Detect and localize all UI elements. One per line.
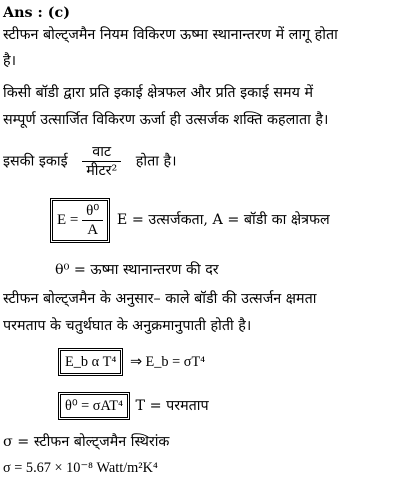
unit-prefix: इसकी इकाई <box>3 153 68 170</box>
sigma-definition: σ = स्टीफन बोल्ट्जमैन स्थिरांक <box>3 434 170 450</box>
heat-rate-description: T = परमताप <box>135 398 209 414</box>
unit-statement <box>3 143 176 180</box>
unit-suffix: होता है। <box>135 153 177 170</box>
emissivity-formula-box <box>52 200 108 241</box>
theta-definition: θ⁰ = ऊष्मा स्थानान्तरण की दर <box>55 262 219 278</box>
proportionality-box: E_b α T⁴ <box>60 350 121 374</box>
equation-heat-rate <box>60 394 209 418</box>
unit-numerator: वाट <box>92 144 112 160</box>
emissivity-lhs: E = <box>57 211 79 228</box>
unit-denominator: मीटर² <box>82 161 121 180</box>
intro-line-1: स्टीफन बोल्ट्जमैन नियम विकिरण ऊष्मा स्थानान्तरण में लागू होता <box>3 27 338 43</box>
answer-label: Ans : (c) <box>3 5 71 21</box>
equation-proportionality <box>60 350 205 374</box>
emissivity-denominator: A <box>82 220 103 239</box>
law-line-1: स्टीफन बोल्ट्जमैन के अनुसार– काले बॉडी की उत्सर्जन क्षमता <box>3 291 317 307</box>
proportionality-result: ⇒ E_b = σT⁴ <box>129 354 206 370</box>
unit-fraction <box>82 143 121 180</box>
heat-rate-box: θ⁰ = σAT⁴ <box>60 394 128 418</box>
sigma-value: σ = 5.67 × 10⁻⁸ Watt/m²K⁴ <box>3 460 158 476</box>
definition-line-2: सम्पूर्ण उत्सार्जित विकिरण ऊर्जा ही उत्सर्जक शक्ति कहलाता है। <box>3 112 329 128</box>
equation-emissivity <box>52 200 330 241</box>
law-line-2: परमताप के चतुर्थघात के अनुक्रमानुपाती होती है। <box>3 318 252 334</box>
definition-line-1: किसी बॉडी द्वारा प्रति इकाई क्षेत्रफल और प्रति इकाई समय में <box>3 85 313 101</box>
emissivity-description: E = उत्सर्जकता, A = बॉडी का क्षेत्रफल <box>116 211 330 228</box>
emissivity-numerator: θ⁰ <box>86 203 100 219</box>
emissivity-fraction <box>82 202 103 239</box>
intro-line-2: है। <box>3 53 17 69</box>
